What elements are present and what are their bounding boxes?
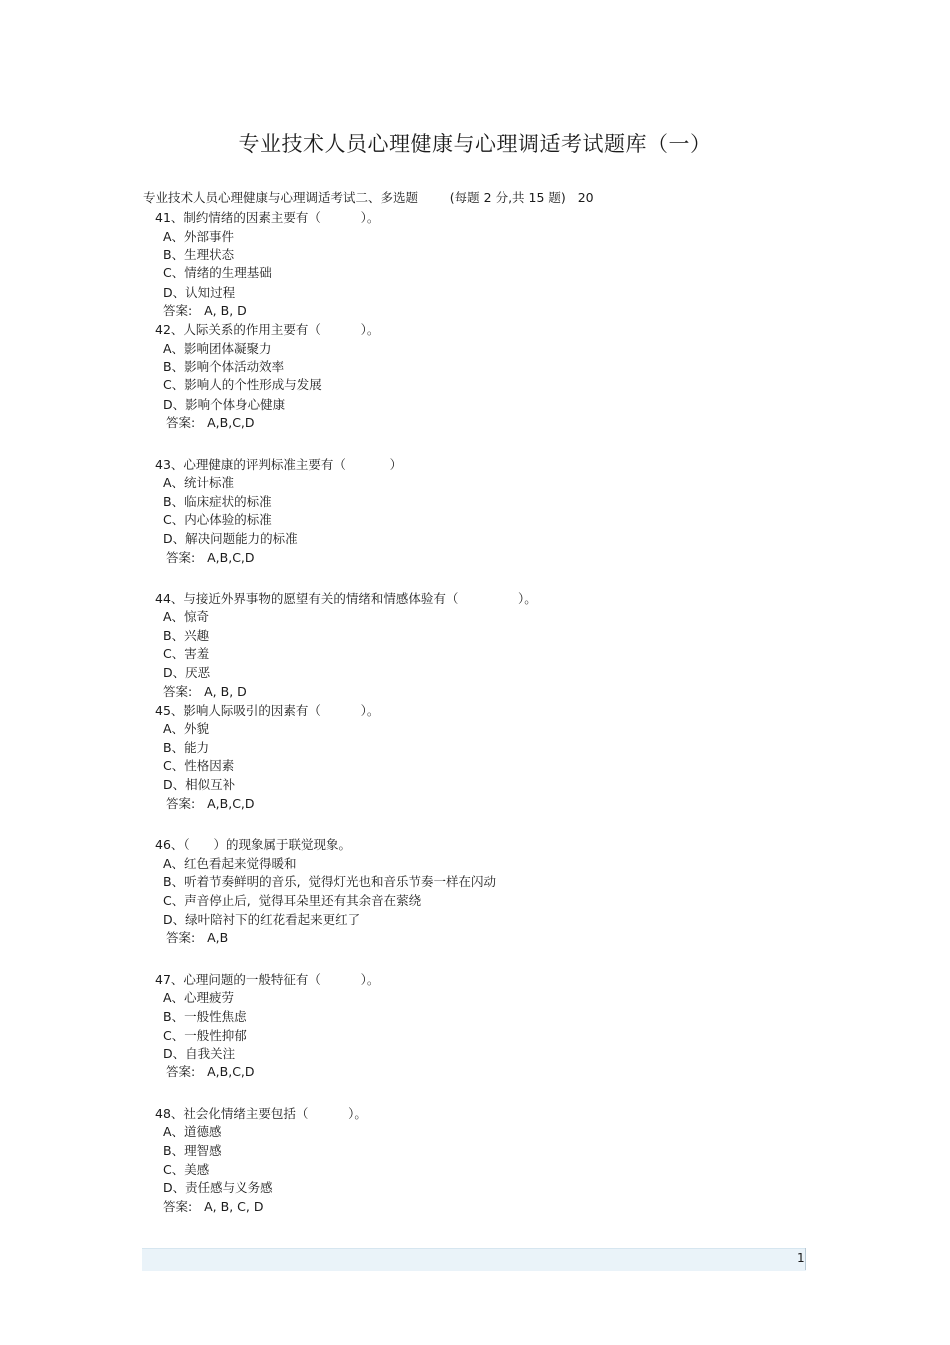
option-b: B、兴趣 xyxy=(163,628,210,643)
option-d: D、厌恶 xyxy=(163,665,211,680)
option-c: C、情绪的生理基础 xyxy=(163,265,272,280)
question-45: 45、影响人际吸引的因素有（ ）。 xyxy=(155,703,380,718)
footer-divider xyxy=(805,1248,806,1270)
answer: 答案: A, B, D xyxy=(163,684,247,699)
option-d: D、绿叶陪衬下的红花看起来更红了 xyxy=(163,912,361,927)
option-d: D、相似互补 xyxy=(163,777,236,792)
option-b: B、临床症状的标准 xyxy=(163,494,272,509)
option-b: B、一般性焦虑 xyxy=(163,1009,247,1024)
question-41: 41、制约情绪的因素主要有（ ）。 xyxy=(155,210,380,225)
page-number: 1 xyxy=(797,1251,805,1265)
option-a: A、道德感 xyxy=(163,1124,222,1139)
option-d: D、责任感与义务感 xyxy=(163,1180,273,1195)
option-b: B、生理状态 xyxy=(163,247,235,262)
question-44: 44、与接近外界事物的愿望有关的情绪和情感体验有（ ）。 xyxy=(155,591,537,606)
option-a: A、统计标准 xyxy=(163,475,235,490)
option-a: A、影响团体凝聚力 xyxy=(163,341,272,356)
option-b: B、能力 xyxy=(163,740,210,755)
option-b: B、影响个体活动效率 xyxy=(163,359,285,374)
option-d: D、自我关注 xyxy=(163,1046,236,1061)
option-c: C、一般性抑郁 xyxy=(163,1028,247,1043)
question-48: 48、社会化情绪主要包括（ ）。 xyxy=(155,1106,367,1121)
option-a: A、外部事件 xyxy=(163,229,235,244)
option-d: D、影响个体身心健康 xyxy=(163,397,286,412)
option-c: C、影响人的个性形成与发展 xyxy=(163,377,322,392)
option-c: C、内心体验的标准 xyxy=(163,512,272,527)
answer: 答案: A,B,C,D xyxy=(166,550,255,565)
answer: 答案: A, B, D xyxy=(163,303,247,318)
question-43: 43、心理健康的评判标准主要有（ ） xyxy=(155,457,403,472)
option-c: C、美感 xyxy=(163,1162,210,1177)
answer: 答案: A, B, C, D xyxy=(163,1199,264,1214)
page-title: 专业技术人员心理健康与心理调适考试题库（一） xyxy=(238,132,712,156)
page-footer xyxy=(142,1248,806,1271)
option-d: D、解决问题能力的标准 xyxy=(163,531,298,546)
question-42: 42、人际关系的作用主要有（ ）。 xyxy=(155,322,380,337)
answer: 答案: A,B,C,D xyxy=(166,415,255,430)
option-a: A、惊奇 xyxy=(163,609,210,624)
question-46: 46、（ ）的现象属于联觉现象。 xyxy=(155,837,351,852)
option-d: D、认知过程 xyxy=(163,285,236,300)
section-header: 专业技术人员心理健康与心理调适考试二、多选题 (每题 2 分,共 15 题) 20 xyxy=(143,190,594,205)
option-a: A、心理疲劳 xyxy=(163,990,235,1005)
option-a: A、红色看起来觉得暖和 xyxy=(163,856,297,871)
answer: 答案: A,B,C,D xyxy=(166,796,255,811)
answer: 答案: A,B,C,D xyxy=(166,1064,255,1079)
option-b: B、理智感 xyxy=(163,1143,222,1158)
question-47: 47、心理问题的一般特征有（ ）。 xyxy=(155,972,380,987)
option-a: A、外貌 xyxy=(163,721,210,736)
option-c: C、声音停止后, 觉得耳朵里还有其余音在萦绕 xyxy=(163,893,422,908)
option-c: C、性格因素 xyxy=(163,758,235,773)
option-c: C、害羞 xyxy=(163,646,210,661)
option-b: B、听着节奏鲜明的音乐, 觉得灯光也和音乐节奏一样在闪动 xyxy=(163,874,496,889)
answer: 答案: A,B xyxy=(166,930,229,945)
